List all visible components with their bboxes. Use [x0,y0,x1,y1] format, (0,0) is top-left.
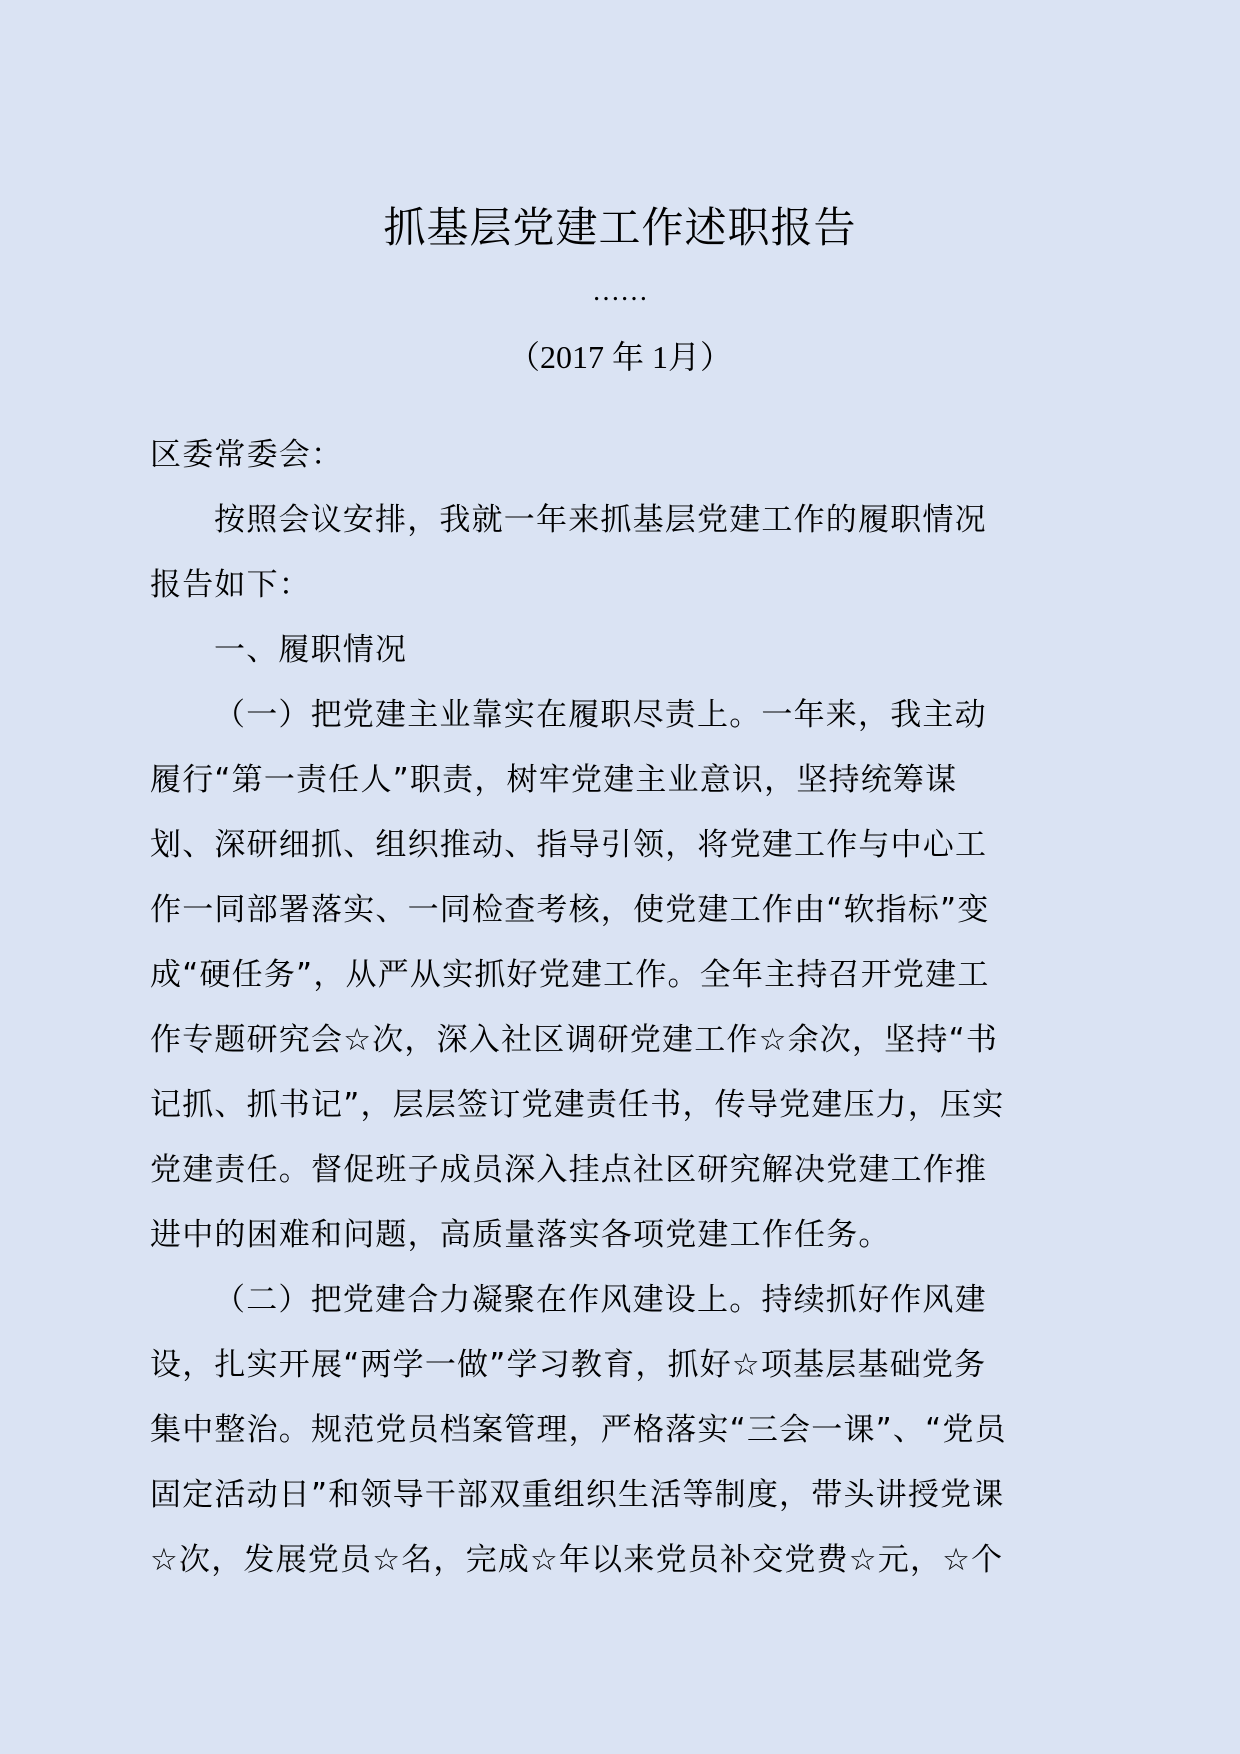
body-line: 记抓、抓书记”，层层签订党建责任书，传导党建压力，压实 [150,1087,1005,1123]
body-line: 党建责任。督促班子成员深入挂点社区研究解决党建工作推 [150,1152,988,1188]
body-line: 作一同部署落实、一同检查考核，使党建工作由“软指标”变 [150,892,990,928]
subsection-heading-line: （一）把党建主业靠实在履职尽责上。一年来，我主动 [214,697,987,733]
body-line: 进中的困难和问题，高质量落实各项党建工作任务。 [150,1217,891,1253]
body-line: 成“硬任务”，从严从实抓好党建工作。全年主持召开党建工 [150,957,990,993]
document-date: （2017 年 1月） [507,339,732,375]
body-line: ☆次，发展党员☆名，完成☆年以来党员补交党费☆元，☆个 [150,1542,1004,1578]
greeting: 区委常委会： [150,437,344,473]
body-line: 集中整治。规范党员档案管理，严格落实“三会一课”、“党员 [150,1412,1007,1448]
document-body [150,425,1095,1595]
document-title: 抓基层党建工作述职报告 [383,203,857,252]
body-line: 划、深研细抓、组织推动、指导引领，将党建工作与中心工 [150,827,988,863]
body-line: 履行“第一责任人”职责，树牢党建主业意识，坚持统筹谋 [150,762,958,798]
author-placeholder: …… [592,276,648,307]
body-line: 报告如下： [150,567,311,603]
body-line: 按照会议安排，我就一年来抓基层党建工作的履职情况 [214,502,987,538]
body-line: 固定活动日”和领导干部双重组织生活等制度，带头讲授党课 [150,1477,1005,1513]
body-line: 作专题研究会☆次，深入社区调研党建工作☆余次，坚持“书 [150,1022,999,1058]
body-line: 设，扎实开展“两学一做”学习教育，抓好☆项基层基础党务 [150,1347,987,1383]
subsection-heading-line: （二）把党建合力凝聚在作风建设上。持续抓好作风建 [214,1282,987,1318]
section-heading: 一、履职情况 [214,632,408,668]
